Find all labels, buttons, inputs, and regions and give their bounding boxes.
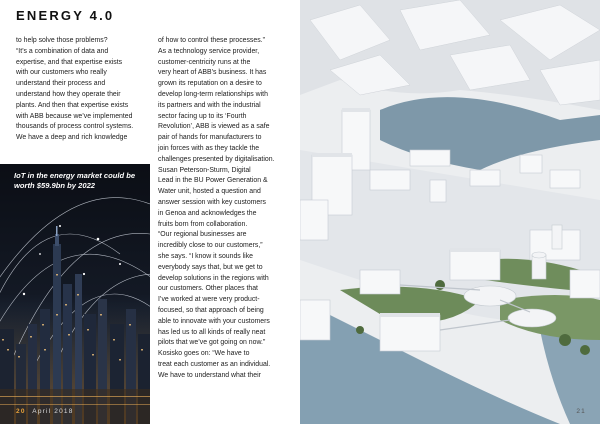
text-line: thousands of process control systems. xyxy=(16,123,134,131)
text-line: pilots that we’ve got going on now.” xyxy=(158,339,266,347)
text-line: understand their process and xyxy=(16,80,106,88)
text-line: Revolution’, ABB is viewed as a safe xyxy=(158,123,270,131)
text-line: customer-centricity runs at the xyxy=(158,58,251,66)
text-line: Kosisko goes on: “We have to xyxy=(158,350,250,358)
text-line: answer session with key customers xyxy=(158,198,266,206)
text-line: understand how they operate their xyxy=(16,90,121,98)
text-line: sector facing up to its ‘Fourth xyxy=(158,112,247,120)
text-line: grown its reputation on a desire to xyxy=(158,80,262,88)
text-line: treat each customer as an individual. xyxy=(158,360,271,368)
text-line: plants. And then that expertise exists xyxy=(16,101,129,109)
text-line: of how to control these processes.” xyxy=(158,37,265,44)
text-line: develop long-term relationships with xyxy=(158,90,268,98)
text-line: develop solutions in the regions with xyxy=(158,274,269,282)
text-line: I’ve worked at were very product- xyxy=(158,296,260,304)
text-line: As a technology service provider, xyxy=(158,47,260,55)
text-line: in Genoa and acknowledges the xyxy=(158,209,257,217)
text-line: Lead in the BU Power Generation & xyxy=(158,177,268,185)
text-line: Water unit, hosted a question and xyxy=(158,188,261,196)
body-column-2 xyxy=(158,36,292,382)
text-line: able to innovate with your customers xyxy=(158,317,270,325)
text-line: she says. “I know it sounds like xyxy=(158,252,253,260)
photo-caption: IoT in the energy market could be worth $59.9bn by 2022 xyxy=(14,171,136,190)
right-page xyxy=(300,0,600,424)
skyline-illustration xyxy=(0,164,150,424)
text-line: fruits born from collaboration. xyxy=(158,220,248,228)
text-line: to help solve those problems? xyxy=(16,37,108,44)
text-line: everybody says that, but we get to xyxy=(158,263,263,271)
left-page-number: 20 xyxy=(16,408,26,415)
text-line: challenges presented by digitalisation. xyxy=(158,155,275,163)
text-line: pair of hands for manufacturers to xyxy=(158,134,262,142)
text-line: its partners and with the industrial xyxy=(158,101,261,109)
right-page-number: 21 xyxy=(576,408,586,415)
text-line: with our customers who really xyxy=(16,69,107,77)
issue-date: April 2018 xyxy=(32,408,74,415)
text-line: has led us to all kinds of really neat xyxy=(158,328,266,336)
text-line: focused, so that approach of being xyxy=(158,306,264,314)
text-line: our customers. Other places that xyxy=(158,285,258,293)
text-line: “It’s a combination of data and xyxy=(16,47,109,55)
text-line: expertise, and that expertise exists xyxy=(16,58,123,66)
body-column-1 xyxy=(16,36,150,144)
text-line: with ABB because we’ve implemented xyxy=(16,112,133,120)
text-line: Susan Peterson-Sturm, Digital xyxy=(158,166,251,174)
section-title: ENERGY 4.0 xyxy=(16,8,115,23)
city-skyline-photo xyxy=(0,164,150,424)
industrial-site-model-image xyxy=(300,0,600,424)
text-line: We have a deep and rich knowledge xyxy=(16,134,128,142)
text-line: very heart of ABB’s business. It has xyxy=(158,69,267,77)
text-line: “Our regional businesses are xyxy=(158,231,247,239)
text-line: join forces with as they tackle the xyxy=(158,144,260,152)
text-line: We have to understand what their xyxy=(158,371,261,379)
left-footer xyxy=(16,408,74,415)
text-line: incredibly close to our customers,” xyxy=(158,242,263,250)
